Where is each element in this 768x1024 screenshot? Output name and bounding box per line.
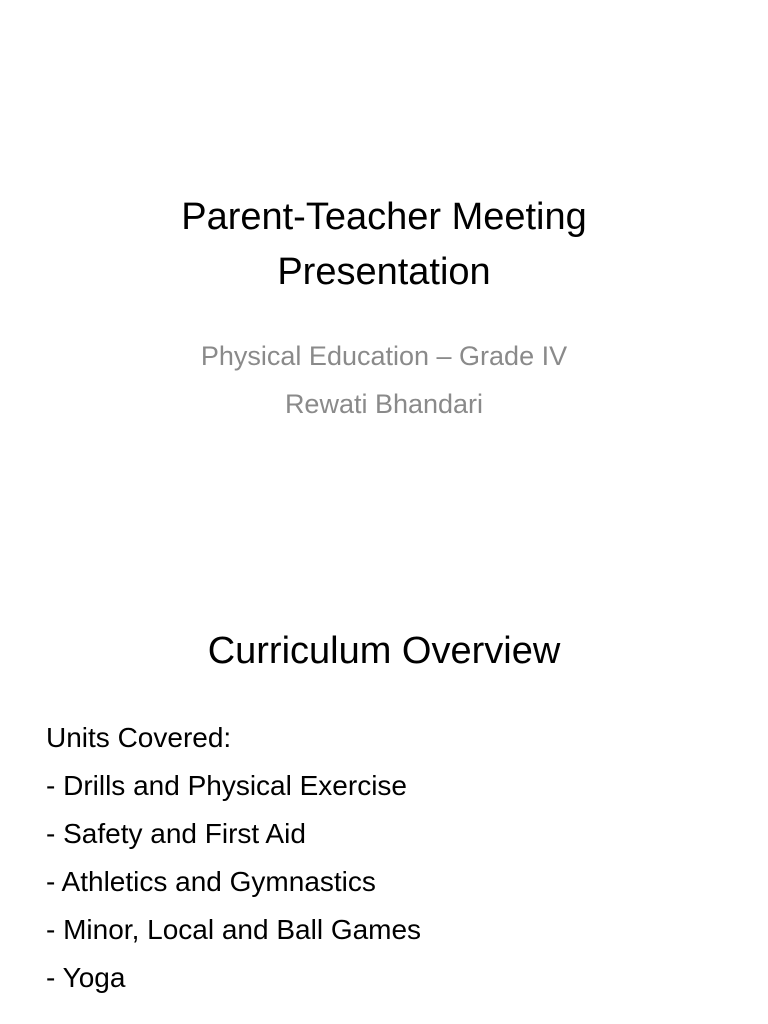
presentation-title-line-1: Parent-Teacher Meeting [181,196,587,238]
curriculum-title: Curriculum Overview [207,630,561,672]
presentation-subtitle [0,332,768,428]
list-item: - Drills and Physical Exercise [46,770,407,801]
units-covered-heading: Units Covered: [46,722,232,753]
list-item: - Minor, Local and Ball Games [46,914,422,945]
teacher-name: Rewati Bhandari [284,389,484,419]
list-item: - Safety and First Aid [46,818,306,849]
list-item: - Athletics and Gymnastics [46,866,376,897]
list-item: - Yoga [46,962,126,993]
curriculum-list [46,714,726,1002]
subject-grade-text: Physical Education – Grade IV [200,341,568,371]
presentation-title-line-2: Presentation [277,251,491,293]
presentation-title [0,190,768,300]
curriculum-slide [0,576,768,1024]
